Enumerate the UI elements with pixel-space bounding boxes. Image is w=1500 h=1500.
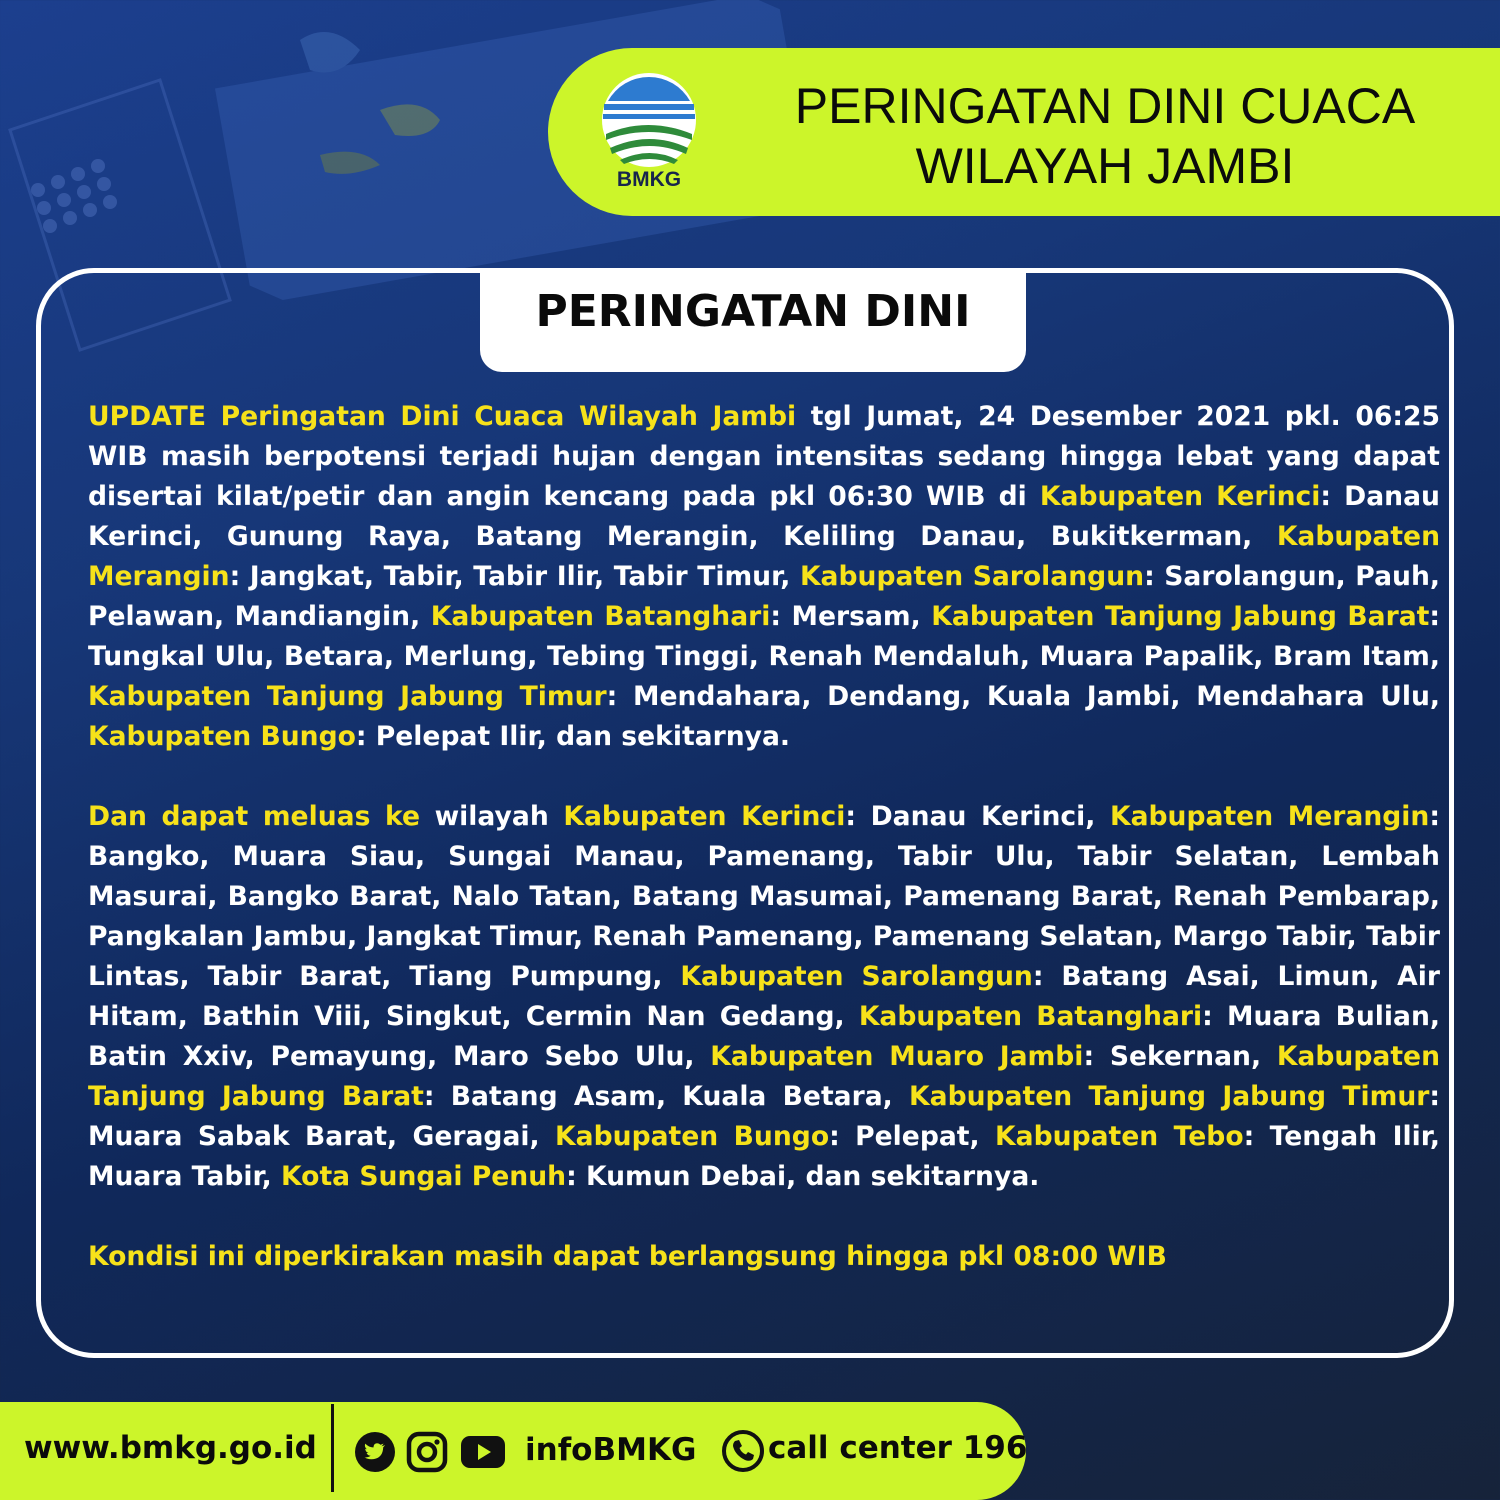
body-text-segment: : Mersam, bbox=[770, 601, 932, 632]
body-text-segment: : Batang Asai, Limun, Air Hitam, Bathin Viii, Singkut, Cermin Nan Gedang, bbox=[88, 961, 1440, 1032]
body-text-segment: : Danau Kerinci, Gunung Raya, Batang Merangin, Keliling Danau, Bukitkerman, bbox=[88, 481, 1440, 552]
body-text-segment: : Muara Sabak Barat, Geragai, bbox=[88, 1081, 1441, 1152]
title-line-1: PERINGATAN DINI CUACA bbox=[794, 78, 1416, 134]
region-name: Kabupaten Kerinci bbox=[1039, 481, 1321, 512]
website-link[interactable]: www.bmkg.go.id bbox=[24, 1430, 317, 1466]
youtube-icon[interactable] bbox=[460, 1434, 506, 1470]
region-name: Kabupaten Bungo bbox=[88, 721, 356, 752]
region-name: Kabupaten Batanghari bbox=[858, 1001, 1203, 1032]
region-name: Kabupaten Tebo bbox=[995, 1121, 1244, 1152]
twitter-icon[interactable] bbox=[354, 1431, 396, 1473]
body-text-segment: : Jangkat, Tabir, Tabir Ilir, Tabir Timur, bbox=[229, 561, 800, 592]
region-name: Kabupaten Merangin bbox=[1109, 801, 1430, 832]
page-title bbox=[760, 76, 1450, 196]
body-text-segment: : Pelepat, bbox=[829, 1121, 996, 1152]
region-name: Kabupaten Bungo bbox=[555, 1121, 830, 1152]
body-text-segment: : Muara Bulian, Batin Xxiv, Pemayung, Maro Sebo Ulu, bbox=[88, 1001, 1441, 1072]
body-text-segment: : Danau Kerinci, bbox=[845, 801, 1110, 832]
body-text-segment: : Sekernan, bbox=[1083, 1041, 1277, 1072]
region-name: Kabupaten Muaro Jambi bbox=[710, 1041, 1084, 1072]
region-name: Kota Sungai Penuh bbox=[281, 1161, 567, 1192]
body-text-segment: : Pelepat Ilir, dan sekitarnya. bbox=[355, 721, 791, 752]
body-text-segment: : Mendahara, Dendang, Kuala Jambi, Mendahara Ulu, bbox=[606, 681, 1440, 712]
region-name: Kabupaten Sarolangun bbox=[799, 561, 1145, 592]
paragraph-update bbox=[88, 397, 1440, 757]
instagram-icon[interactable] bbox=[406, 1431, 448, 1473]
body-text-segment: : Bangko, Muara Siau, Sungai Manau, Pamenang, Tabir Ulu, Tabir Selatan, Lembah Masurai, Bangko Barat, Nalo Tatan, Batang Masumai, Pamenang Barat, Renah Pembarap, Pangkalan Jambu, Jangkat Timur, Renah Pamenang, Pamenang Selatan, Margo Tabir, Tabir Lintas, Tabir Barat, Tiang Pumpung, bbox=[88, 801, 1440, 992]
body-text-segment: tgl Jumat, 24 Desember 2021 pkl. 06:25 WIB masih berpotensi terjadi hujan dengan intensitas sedang hingga lebat yang dapat disertai kilat/petir dan angin kencang pada pkl 06:30 WIB di bbox=[88, 401, 1440, 512]
panel-tab-label: PERINGATAN DINI bbox=[535, 286, 971, 337]
body-text-segment: : Kumun Debai, dan sekitarnya. bbox=[566, 1161, 1040, 1192]
body-text-segment: : Batang Asam, Kuala Betara, bbox=[423, 1081, 910, 1112]
highlight-text: Dan dapat meluas ke bbox=[88, 801, 421, 832]
footer-divider bbox=[331, 1404, 334, 1492]
region-name: Kabupaten Tanjung Jabung Barat bbox=[931, 601, 1430, 632]
paragraph-expansion bbox=[88, 797, 1440, 1197]
region-name: Kabupaten Sarolangun bbox=[680, 961, 1033, 992]
body-text-segment: : Tungkal Ulu, Betara, Merlung, Tebing Tinggi, Renah Mendaluh, Muara Papalik, Bram Itam, bbox=[88, 601, 1441, 672]
body-text-segment: : Sarolangun, Pauh, Pelawan, Mandiangin, bbox=[88, 561, 1440, 632]
region-name: Kabupaten Tanjung Jabung Timur bbox=[909, 1081, 1430, 1112]
logo-text: BMKG bbox=[616, 168, 682, 191]
title-line-2: WILAYAH JAMBI bbox=[915, 138, 1295, 194]
region-name: Kabupaten Batanghari bbox=[430, 601, 771, 632]
body-text-segment: wilayah bbox=[420, 801, 564, 832]
body-text-segment: : Tengah Ilir, Muara Tabir, bbox=[88, 1121, 1440, 1192]
paragraph-duration bbox=[88, 1237, 1440, 1277]
duration-note: Kondisi ini diperkirakan masih dapat berlangsung hingga pkl 08:00 WIB bbox=[88, 1241, 1167, 1272]
phone-icon bbox=[721, 1429, 765, 1473]
highlight-text: UPDATE Peringatan Dini Cuaca Wilayah Jambi bbox=[88, 401, 797, 432]
region-name: Kabupaten Tanjung Jabung Timur bbox=[88, 681, 607, 712]
region-name: Kabupaten Merangin bbox=[88, 521, 1440, 592]
call-center-number[interactable]: call center 196 bbox=[768, 1430, 1028, 1466]
social-handle[interactable]: infoBMKG bbox=[525, 1432, 697, 1468]
warning-body bbox=[88, 397, 1440, 1317]
region-name: Kabupaten Tanjung Jabung Barat bbox=[88, 1041, 1440, 1112]
region-name: Kabupaten Kerinci bbox=[563, 801, 846, 832]
